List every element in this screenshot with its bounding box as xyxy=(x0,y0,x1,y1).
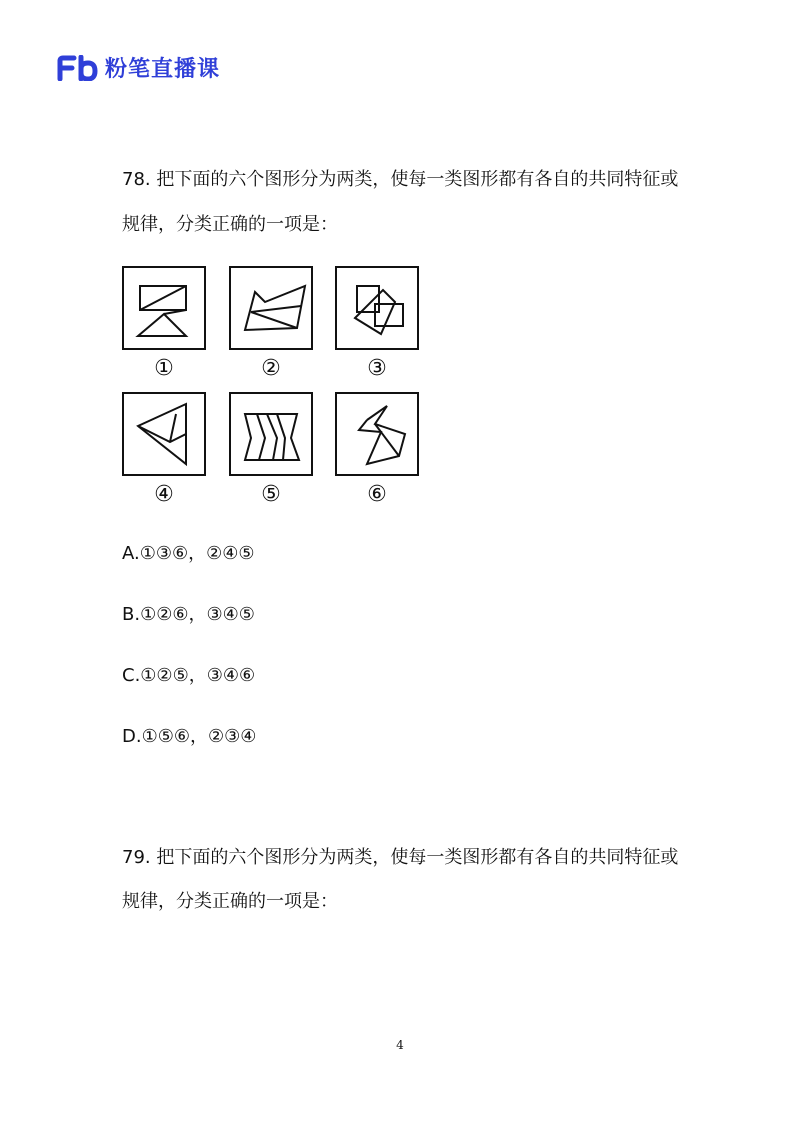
figure-5-drawing xyxy=(231,394,311,474)
figure-1-drawing xyxy=(124,268,204,348)
figure-1 xyxy=(122,266,206,350)
option-d[interactable]: D.①⑤⑥，②③④ xyxy=(122,726,257,747)
figure-label-3: ③ xyxy=(367,356,387,381)
figure-label-1: ① xyxy=(154,356,174,381)
header-logo xyxy=(57,52,220,83)
option-a[interactable]: A.①③⑥，②④⑤ xyxy=(122,543,255,564)
option-b[interactable]: B.①②⑥，③④⑤ xyxy=(122,604,255,625)
figure-label-2: ② xyxy=(261,356,281,381)
logo-text: 粉笔直播课 xyxy=(105,57,221,82)
figure-label-5: ⑤ xyxy=(261,482,281,507)
option-c[interactable]: C.①②⑤，③④⑥ xyxy=(122,665,256,686)
figure-label-4: ④ xyxy=(154,482,174,507)
figure-4 xyxy=(122,392,206,476)
figure-2 xyxy=(229,266,313,350)
figure-3 xyxy=(335,266,419,350)
figure-label-6: ⑥ xyxy=(367,482,387,507)
question-79-line-2: 规律，分类正确的一项是： xyxy=(122,891,338,912)
page-number: 4 xyxy=(396,1038,404,1052)
fb-logo-icon xyxy=(57,55,99,81)
figure-6-drawing xyxy=(337,394,417,474)
question-78-line-2: 规律，分类正确的一项是： xyxy=(122,214,338,235)
figure-4-drawing xyxy=(124,394,204,474)
figure-6 xyxy=(335,392,419,476)
question-79-line-1: 79. 把下面的六个图形分为两类，使每一类图形都有各自的共同特征或 xyxy=(122,847,679,868)
figure-5 xyxy=(229,392,313,476)
figure-3-drawing xyxy=(337,268,417,348)
question-78-line-1: 78. 把下面的六个图形分为两类，使每一类图形都有各自的共同特征或 xyxy=(122,169,679,190)
figure-2-drawing xyxy=(231,268,311,348)
